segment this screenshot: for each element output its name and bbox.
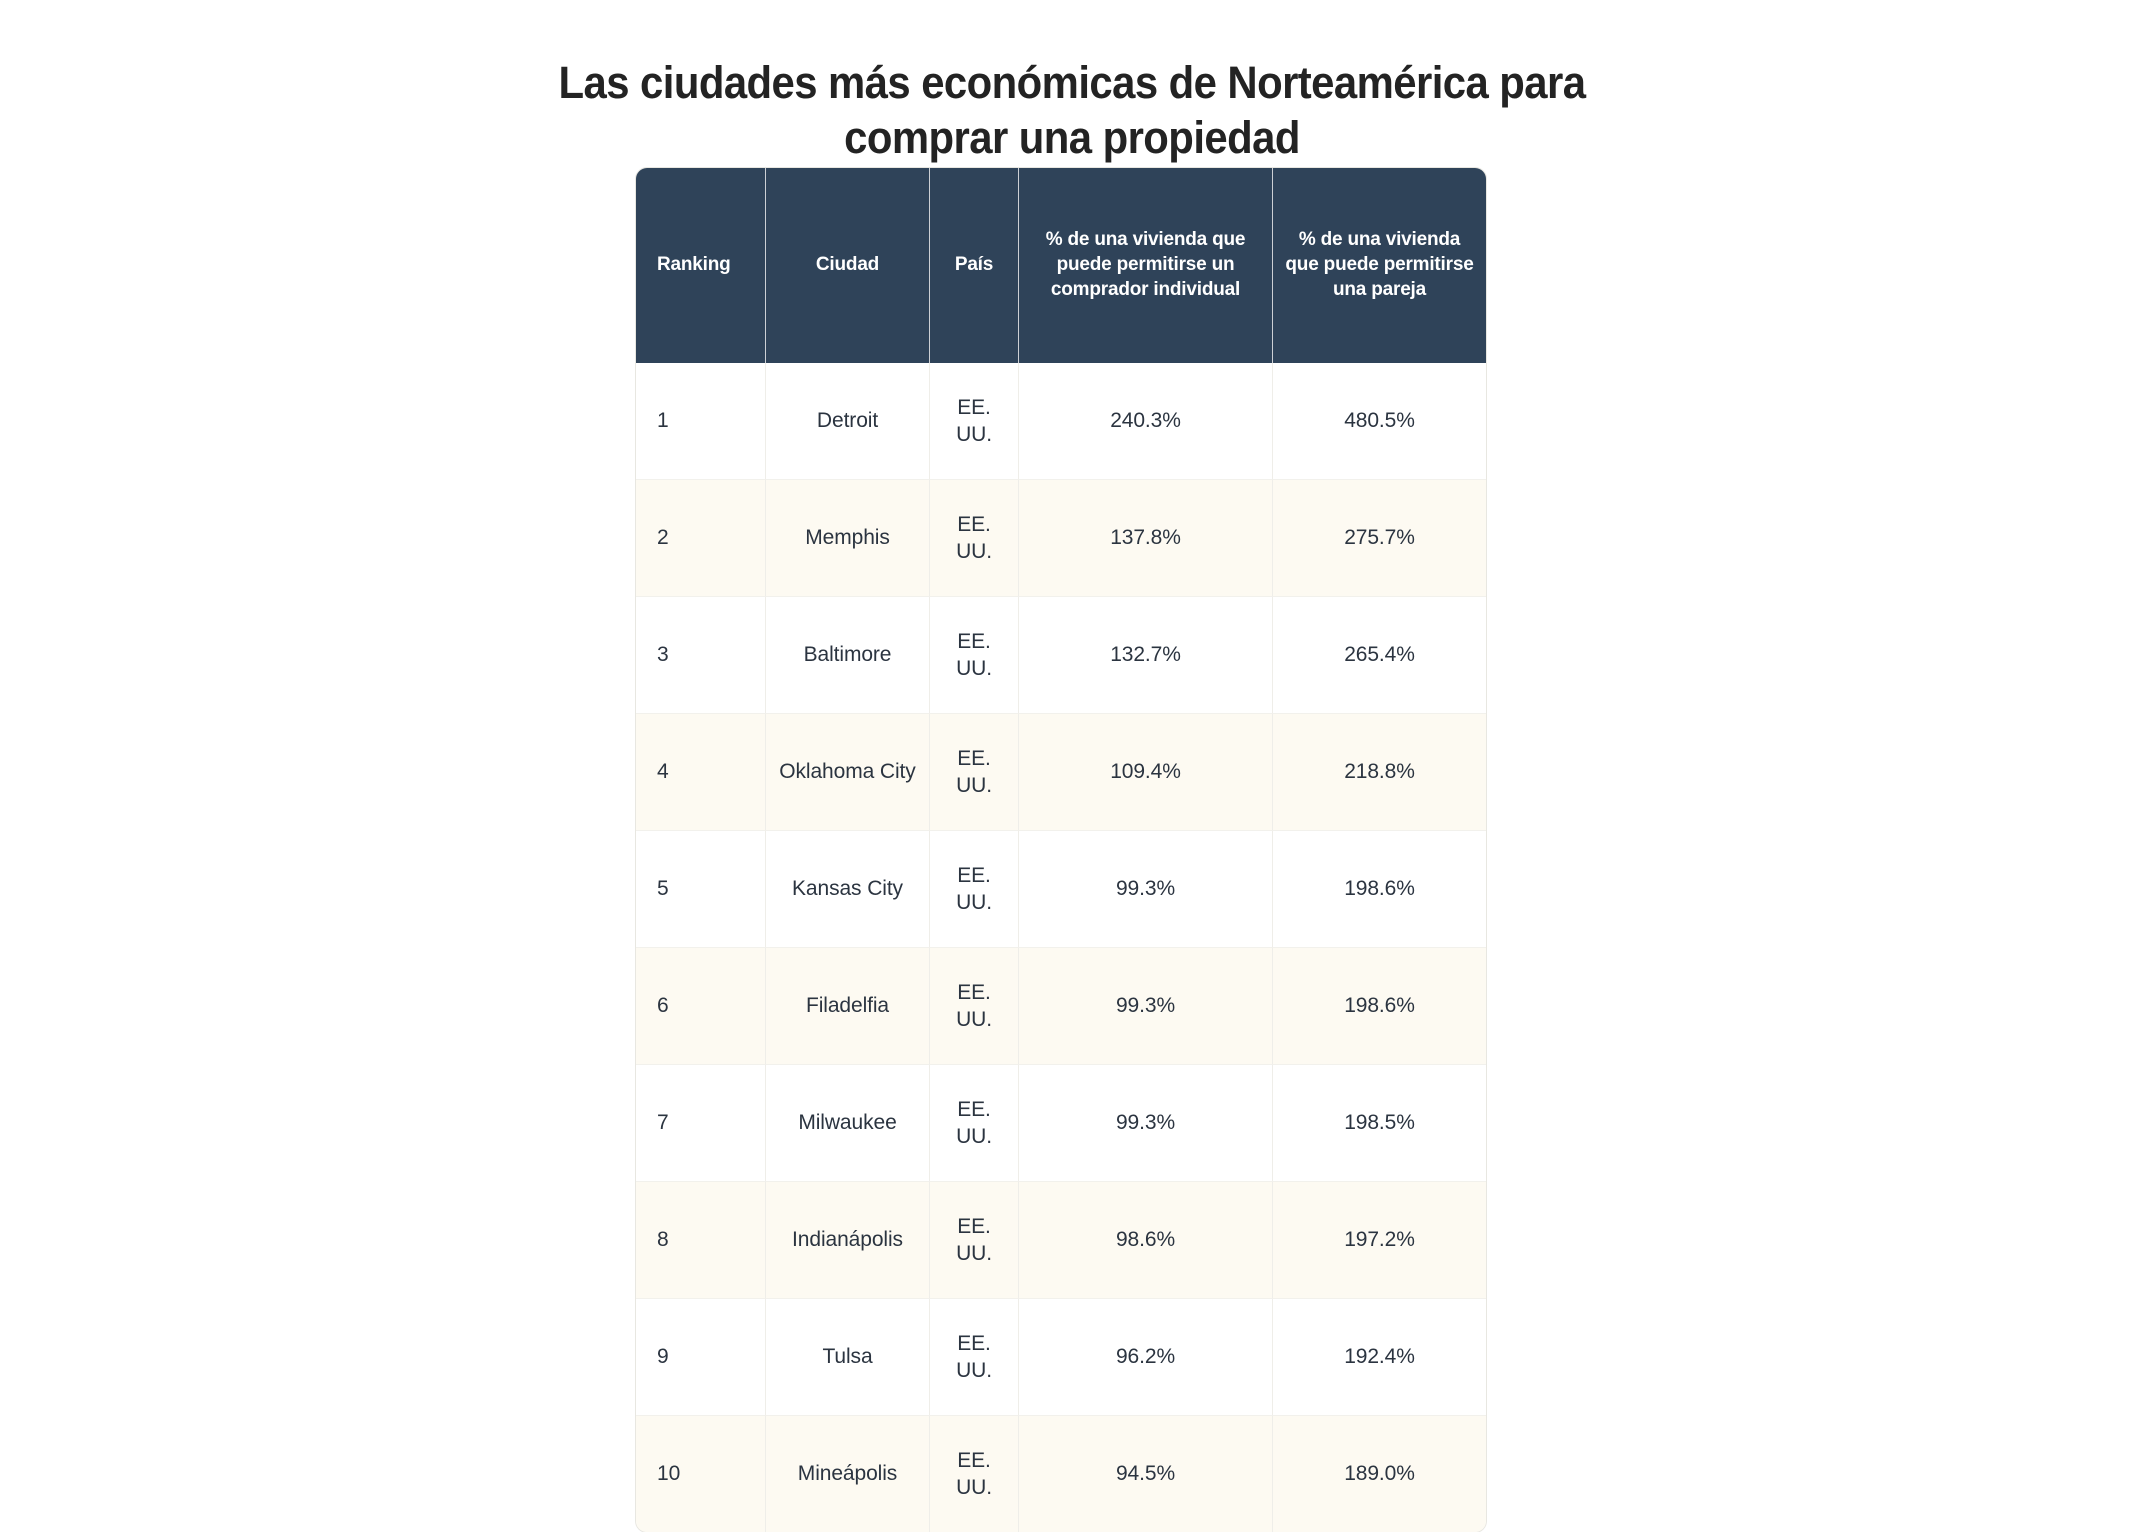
cell-individual: 132.7% bbox=[1019, 596, 1273, 713]
column-header-couple-affordability: % de una vivienda que puede permitirse una pareja bbox=[1273, 168, 1486, 363]
page-title-line-2: comprar una propiedad bbox=[844, 112, 1300, 164]
affordability-table bbox=[636, 168, 1486, 1532]
table-row bbox=[636, 1415, 1486, 1532]
cell-individual: 240.3% bbox=[1019, 363, 1273, 479]
cell-ranking: 7 bbox=[636, 1064, 766, 1181]
cell-pareja: 218.8% bbox=[1273, 713, 1486, 830]
cell-ciudad: Tulsa bbox=[766, 1298, 930, 1415]
cell-individual: 99.3% bbox=[1019, 1064, 1273, 1181]
table-row bbox=[636, 596, 1486, 713]
table-row bbox=[636, 1064, 1486, 1181]
cell-ranking: 1 bbox=[636, 363, 766, 479]
cell-pareja: 480.5% bbox=[1273, 363, 1486, 479]
cell-pais: EE. UU. bbox=[930, 1298, 1019, 1415]
cell-pais: EE. UU. bbox=[930, 1181, 1019, 1298]
affordability-table-container bbox=[636, 168, 1486, 1532]
cell-pais: EE. UU. bbox=[930, 596, 1019, 713]
cell-ciudad: Kansas City bbox=[766, 830, 930, 947]
cell-ranking: 10 bbox=[636, 1415, 766, 1532]
table-row bbox=[636, 1298, 1486, 1415]
column-header-ranking: Ranking bbox=[636, 168, 766, 363]
table-row bbox=[636, 1181, 1486, 1298]
cell-individual: 96.2% bbox=[1019, 1298, 1273, 1415]
cell-pais: EE. UU. bbox=[930, 947, 1019, 1064]
table-row bbox=[636, 713, 1486, 830]
cell-pais: EE. UU. bbox=[930, 363, 1019, 479]
cell-individual: 99.3% bbox=[1019, 947, 1273, 1064]
table-row bbox=[636, 363, 1486, 479]
table-row bbox=[636, 947, 1486, 1064]
cell-pais: EE. UU. bbox=[930, 1064, 1019, 1181]
cell-pais: EE. UU. bbox=[930, 479, 1019, 596]
cell-pareja: 192.4% bbox=[1273, 1298, 1486, 1415]
cell-ranking: 3 bbox=[636, 596, 766, 713]
cell-pareja: 198.6% bbox=[1273, 947, 1486, 1064]
page-title bbox=[0, 56, 2144, 166]
cell-pais: EE. UU. bbox=[930, 713, 1019, 830]
column-header-pais: País bbox=[930, 168, 1019, 363]
cell-ciudad: Detroit bbox=[766, 363, 930, 479]
cell-ciudad: Baltimore bbox=[766, 596, 930, 713]
table-body bbox=[636, 363, 1486, 1532]
table-header bbox=[636, 168, 1486, 363]
cell-ciudad: Indianápolis bbox=[766, 1181, 930, 1298]
cell-ciudad: Milwaukee bbox=[766, 1064, 930, 1181]
table-header-row bbox=[636, 168, 1486, 363]
cell-ranking: 8 bbox=[636, 1181, 766, 1298]
cell-pareja: 197.2% bbox=[1273, 1181, 1486, 1298]
cell-individual: 109.4% bbox=[1019, 713, 1273, 830]
cell-ranking: 5 bbox=[636, 830, 766, 947]
column-header-ciudad: Ciudad bbox=[766, 168, 930, 363]
cell-ciudad: Mineápolis bbox=[766, 1415, 930, 1532]
cell-pareja: 198.5% bbox=[1273, 1064, 1486, 1181]
cell-individual: 137.8% bbox=[1019, 479, 1273, 596]
cell-pais: EE. UU. bbox=[930, 830, 1019, 947]
cell-ranking: 6 bbox=[636, 947, 766, 1064]
cell-ciudad: Oklahoma City bbox=[766, 713, 930, 830]
cell-pareja: 265.4% bbox=[1273, 596, 1486, 713]
cell-pareja: 275.7% bbox=[1273, 479, 1486, 596]
cell-individual: 94.5% bbox=[1019, 1415, 1273, 1532]
cell-ranking: 2 bbox=[636, 479, 766, 596]
table-row bbox=[636, 479, 1486, 596]
column-header-individual-affordability: % de una vivienda que puede permitirse un comprador individual bbox=[1019, 168, 1273, 363]
table-row bbox=[636, 830, 1486, 947]
cell-ciudad: Filadelfia bbox=[766, 947, 930, 1064]
cell-pais: EE. UU. bbox=[930, 1415, 1019, 1532]
cell-individual: 98.6% bbox=[1019, 1181, 1273, 1298]
cell-pareja: 198.6% bbox=[1273, 830, 1486, 947]
cell-ranking: 9 bbox=[636, 1298, 766, 1415]
cell-ciudad: Memphis bbox=[766, 479, 930, 596]
cell-individual: 99.3% bbox=[1019, 830, 1273, 947]
page-title-line-1: Las ciudades más económicas de Norteamérica para bbox=[558, 57, 1586, 109]
cell-ranking: 4 bbox=[636, 713, 766, 830]
cell-pareja: 189.0% bbox=[1273, 1415, 1486, 1532]
